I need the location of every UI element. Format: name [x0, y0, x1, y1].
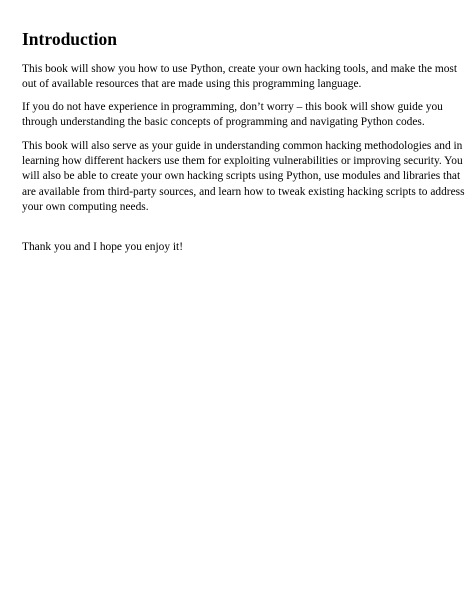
paragraph-line: through understanding the basic concepts of programming and navigating Python codes. [22, 116, 425, 129]
paragraph-line: are available from third-party sources, and learn how to tweak existing hacking scripts to address [22, 185, 465, 198]
paragraph-experience [22, 100, 462, 130]
paragraph-line: This book will show you how to use Python, create your own hacking tools, and make the most [22, 63, 458, 75]
paragraph-line: will also be able to create your own hacking scripts using Python, use modules and libraries that [22, 170, 461, 183]
paragraph-line: If you do not have experience in programming, don’t worry – this book will show guide you [22, 101, 443, 113]
paragraph-line: your own computing needs. [22, 200, 149, 213]
paragraph-thanks [22, 240, 462, 255]
paragraph-line: This book will also serve as your guide in understanding common hacking methodologies and in [22, 140, 463, 152]
paragraph-line: learning how different hackers use them for exploiting vulnerabilities or improving security. You [22, 155, 463, 168]
paragraph-intro [22, 62, 462, 92]
paragraph-line: Thank you and I hope you enjoy it! [22, 241, 184, 253]
page-title: Introduction [22, 29, 117, 49]
paragraph-guide [22, 139, 465, 215]
paragraph-line: out of available resources that are made using this programming language. [22, 78, 362, 91]
